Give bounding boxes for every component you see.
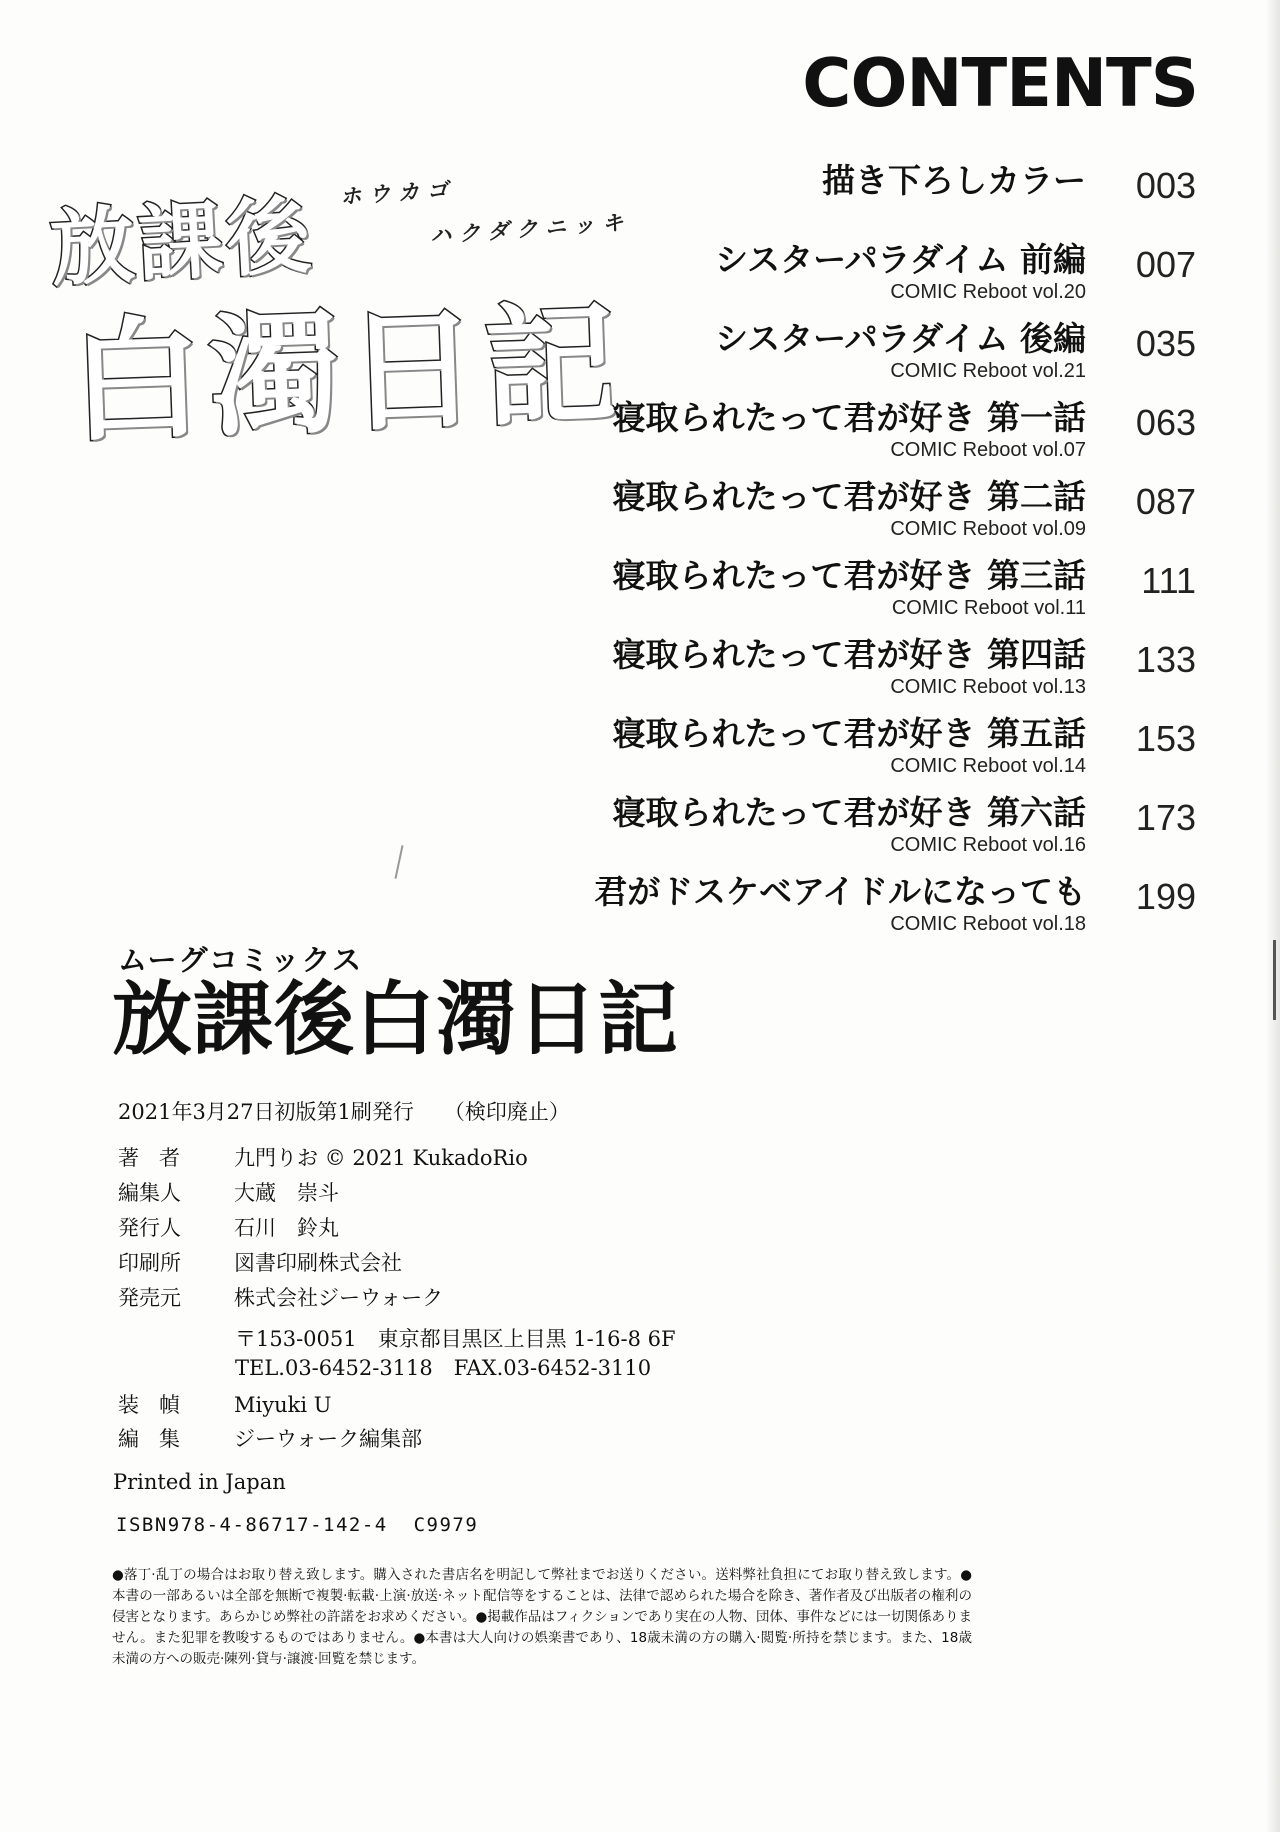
publisher-phone: TEL.03-6452-3118 FAX.03-6452-3110 (235, 1356, 652, 1380)
credit-row (118, 1248, 402, 1278)
contents-entry-page: 199 (1135, 876, 1196, 917)
contents-entry-title: 寝取られたって君が好き 第五話 (612, 714, 1086, 753)
credit-row (118, 1178, 339, 1208)
contents-entry (436, 318, 1196, 394)
logo-kana-top: ホウカゴ (339, 176, 457, 210)
credit-role: 装幀 (118, 1393, 200, 1417)
contents-entry-source: COMIC Reboot vol.11 (891, 597, 1086, 619)
contents-entry (436, 713, 1196, 789)
contents-entry-page: 063 (1135, 402, 1196, 443)
contents-heading: CONTENTS (802, 44, 1198, 122)
publication-date-line (118, 1096, 570, 1126)
contents-entry-source: COMIC Reboot vol.18 (890, 913, 1086, 935)
contents-entry (436, 792, 1196, 868)
contents-entry-title: 寝取られたって君が好き 第四話 (612, 635, 1086, 674)
credit-name: 九門りお © 2021 KukadoRio (234, 1146, 528, 1170)
credit-name: ジーウォーク編集部 (234, 1427, 423, 1451)
contents-entry-page: 153 (1135, 718, 1196, 759)
contents-entry-page: 087 (1135, 481, 1196, 522)
contents-entry-page: 133 (1135, 639, 1196, 680)
contents-entry-page: 007 (1135, 244, 1196, 285)
scan-mark (1273, 940, 1276, 1020)
book-title: 放課後白濁日記 (112, 973, 679, 1066)
credit-row (118, 1283, 443, 1313)
contents-entry-title: シスターパラダイム 前編 (715, 240, 1086, 279)
publication-date: 2021年3月27日初版第1刷発行 (118, 1100, 414, 1124)
credit-row (118, 1424, 422, 1454)
contents-entry (436, 555, 1196, 631)
logo-line-1: 放課後 (47, 186, 317, 298)
contents-entry-source: COMIC Reboot vol.09 (890, 518, 1086, 540)
page-edge-shadow (1266, 0, 1280, 1832)
contents-entry-page: 035 (1135, 323, 1196, 364)
credit-name: 大蔵 崇斗 (234, 1181, 339, 1205)
contents-entry-source: COMIC Reboot vol.14 (890, 755, 1086, 777)
publisher-address: 〒153-0051 東京都目黒区上目黒 1-16-8 6F (235, 1327, 676, 1351)
contents-entry-source: COMIC Reboot vol.16 (890, 834, 1086, 856)
credit-name: 石川 鈴丸 (234, 1216, 339, 1240)
logo-kana-bottom: ハクダクニッキ (429, 210, 632, 248)
contents-entry-title: 寝取られたって君が好き 第六話 (612, 793, 1086, 832)
contents-entry-page: 173 (1135, 797, 1196, 838)
contents-entry (436, 160, 1196, 236)
credit-name: 図書印刷株式会社 (234, 1251, 402, 1275)
contents-entry-title: 寝取られたって君が好き 第三話 (612, 556, 1086, 595)
contents-entry-title: 寝取られたって君が好き 第二話 (612, 477, 1086, 516)
contents-entry (436, 239, 1196, 315)
contents-entry (436, 634, 1196, 710)
credit-role: 著者 (118, 1146, 200, 1170)
contents-entry-page: 111 (1141, 560, 1196, 601)
credit-name: Miyuki U (234, 1393, 332, 1417)
credit-role: 編集 (118, 1427, 200, 1451)
contents-entry-source: COMIC Reboot vol.20 (890, 281, 1086, 303)
contents-entry (436, 397, 1196, 473)
contents-entry-source: COMIC Reboot vol.07 (890, 439, 1086, 461)
series-label: ムーグコミックス (118, 943, 364, 977)
logo-line-2: 白濁日記 (67, 287, 625, 461)
contents-entry (436, 871, 1196, 947)
credit-role: 発売元 (118, 1286, 181, 1310)
contents-entry-page: 003 (1135, 165, 1196, 206)
credit-row (118, 1390, 331, 1420)
contents-entry-title: 描き下ろしカラー (822, 161, 1086, 200)
contents-entry-title: 寝取られたって君が好き 第一話 (612, 398, 1086, 437)
contents-entry-source: COMIC Reboot vol.13 (890, 676, 1086, 698)
credit-role: 編集人 (118, 1181, 181, 1205)
credit-row (118, 1213, 339, 1243)
credit-name: 株式会社ジーウォーク (234, 1286, 444, 1310)
contents-entry-title: 君がドスケベアイドルになっても (594, 872, 1086, 911)
printed-in: Printed in Japan (113, 1470, 286, 1494)
credit-role: 印刷所 (118, 1251, 181, 1275)
scan-scratch (394, 845, 403, 879)
credit-role: 発行人 (118, 1216, 181, 1240)
contents-entry-source: COMIC Reboot vol.21 (890, 360, 1086, 382)
seal-note: （検印廃止） (443, 1100, 570, 1124)
contents-entry-title: シスターパラダイム 後編 (715, 319, 1086, 358)
legal-notice: ●落丁·乱丁の場合はお取り替え致します。購入された書店名を明記して弊社までお送りください。送料弊社負担にてお取り替え致します。●本書の一部あるいは全部を無断で複製·転載·上演·放送·ネット配信等をすることは、法律で認められた場合を除き、著作者及び出版者の権利の侵害となります。あらかじめ弊社の許諾をお求めください。●掲載作品はフィクションであり実在の人物、団体、事件などには一切関係ありません。また犯罪を教唆するものではありません。●本書は大人向けの娯楽書であり、18歳未満の方の購入·閲覧·所持を禁じます。また、18歳未満の方への販売·陳列·貸与·譲渡·回覧を禁じます。 (112, 1567, 972, 1667)
contents-entry (436, 476, 1196, 552)
credit-row (118, 1143, 528, 1173)
isbn-code: ISBN978-4-86717-142-4 C9979 (116, 1514, 479, 1536)
